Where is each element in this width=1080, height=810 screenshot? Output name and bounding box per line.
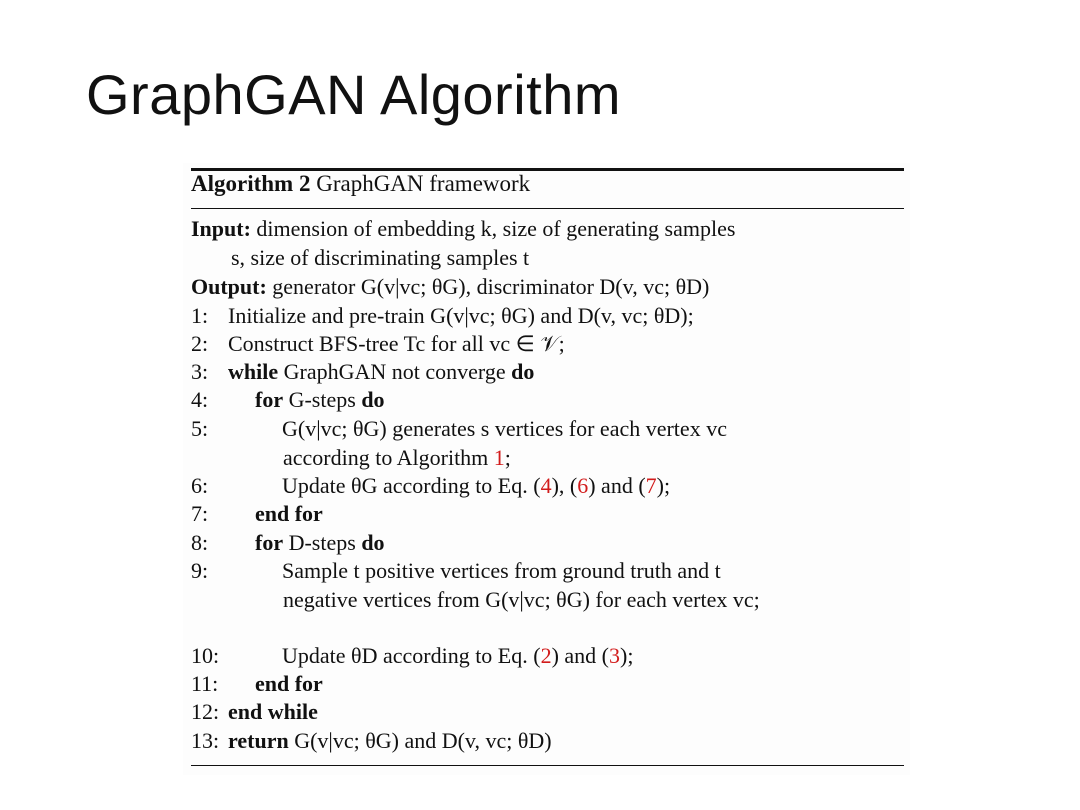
algorithm-line <box>191 331 904 357</box>
line-text: G(v|vc; θG) and D(v, vc; θD) <box>288 728 552 753</box>
keyword: do <box>511 359 535 384</box>
reference-link[interactable]: 2 <box>540 643 552 668</box>
line-text: Update θG according to Eq. ( <box>282 473 541 498</box>
line-text: Construct BFS-tree Tc for all vc ∈ 𝒱; <box>228 331 565 356</box>
line-number: 3: <box>191 359 209 384</box>
reference-link[interactable]: 7 <box>645 473 657 498</box>
line-tail: ; <box>504 445 511 470</box>
keyword: end for <box>255 501 323 526</box>
line-text: G(v|vc; θG) generates s vertices for each vertex vc <box>282 416 727 441</box>
reference-link[interactable]: 3 <box>609 643 620 668</box>
keyword: do <box>361 530 385 555</box>
algorithm-line <box>191 699 904 725</box>
line-number: 2: <box>191 331 209 356</box>
input-line-cont <box>191 245 944 271</box>
line-number: 10: <box>191 643 220 668</box>
keyword: end while <box>228 699 318 724</box>
slide-title: GraphGAN Algorithm <box>86 63 621 126</box>
line-text: G-steps <box>283 387 362 412</box>
line-tail: ); <box>656 473 671 498</box>
line-number: 11: <box>191 671 219 696</box>
keyword: return <box>228 728 289 753</box>
line-number: 6: <box>191 473 209 498</box>
line-mid: ) and ( <box>551 643 609 668</box>
line-mid: ) and ( <box>588 473 646 498</box>
algorithm-line <box>191 473 904 499</box>
keyword: end for <box>255 671 323 696</box>
algorithm-line <box>191 303 904 329</box>
output-line <box>191 274 904 300</box>
line-number: 4: <box>191 387 209 412</box>
algorithm-line <box>191 728 904 754</box>
algorithm-header <box>191 171 530 197</box>
line-number: 9: <box>191 558 209 583</box>
algorithm-line <box>191 587 996 613</box>
algorithm-line <box>191 530 904 556</box>
algorithm-line <box>191 558 904 584</box>
bottom-rule <box>191 765 904 766</box>
algorithm-number: Algorithm 2 <box>191 171 311 196</box>
line-number: 5: <box>191 416 209 441</box>
line-tail: ); <box>620 643 634 668</box>
line-text: D-steps <box>283 530 362 555</box>
line-text: Update θD according to Eq. ( <box>282 643 541 668</box>
algorithm-line <box>191 359 904 385</box>
algorithm-line <box>191 501 904 527</box>
keyword: while <box>228 359 279 384</box>
algorithm-line <box>191 671 904 697</box>
algorithm-line <box>191 387 904 413</box>
line-number: 8: <box>191 530 209 555</box>
reference-link[interactable]: 6 <box>577 473 589 498</box>
algorithm-box <box>183 163 910 775</box>
reference-link[interactable]: 4 <box>540 473 552 498</box>
keyword: for <box>255 530 284 555</box>
line-text: Sample t positive vertices from ground truth and t <box>282 558 721 583</box>
algorithm-name: GraphGAN framework <box>310 171 531 196</box>
input-text-cont: s, size of discriminating samples t <box>231 245 530 270</box>
line-number: 12: <box>191 699 220 724</box>
line-mid: ), ( <box>551 473 578 498</box>
line-number: 1: <box>191 303 209 328</box>
line-number: 7: <box>191 501 209 526</box>
header-rule <box>191 208 904 209</box>
input-line <box>191 216 904 242</box>
keyword: for <box>255 387 284 412</box>
input-label: Input: <box>191 216 251 241</box>
keyword: do <box>361 387 385 412</box>
algorithm-line <box>191 416 904 442</box>
line-number: 13: <box>191 728 220 753</box>
input-text: dimension of embedding k, size of generating samples <box>250 216 736 241</box>
output-label: Output: <box>191 274 267 299</box>
algorithm-line <box>191 445 996 471</box>
line-text: GraphGAN not converge <box>278 359 512 384</box>
reference-link[interactable]: 1 <box>493 445 505 470</box>
output-text: generator G(v|vc; θG), discriminator D(v, vc; θD) <box>266 274 710 299</box>
line-text: Initialize and pre-train G(v|vc; θG) and D(v, vc; θD); <box>228 303 694 328</box>
algorithm-line <box>191 643 904 669</box>
line-text: negative vertices from G(v|vc; θG) for each vertex vc; <box>283 587 760 612</box>
line-text: according to Algorithm <box>283 445 494 470</box>
